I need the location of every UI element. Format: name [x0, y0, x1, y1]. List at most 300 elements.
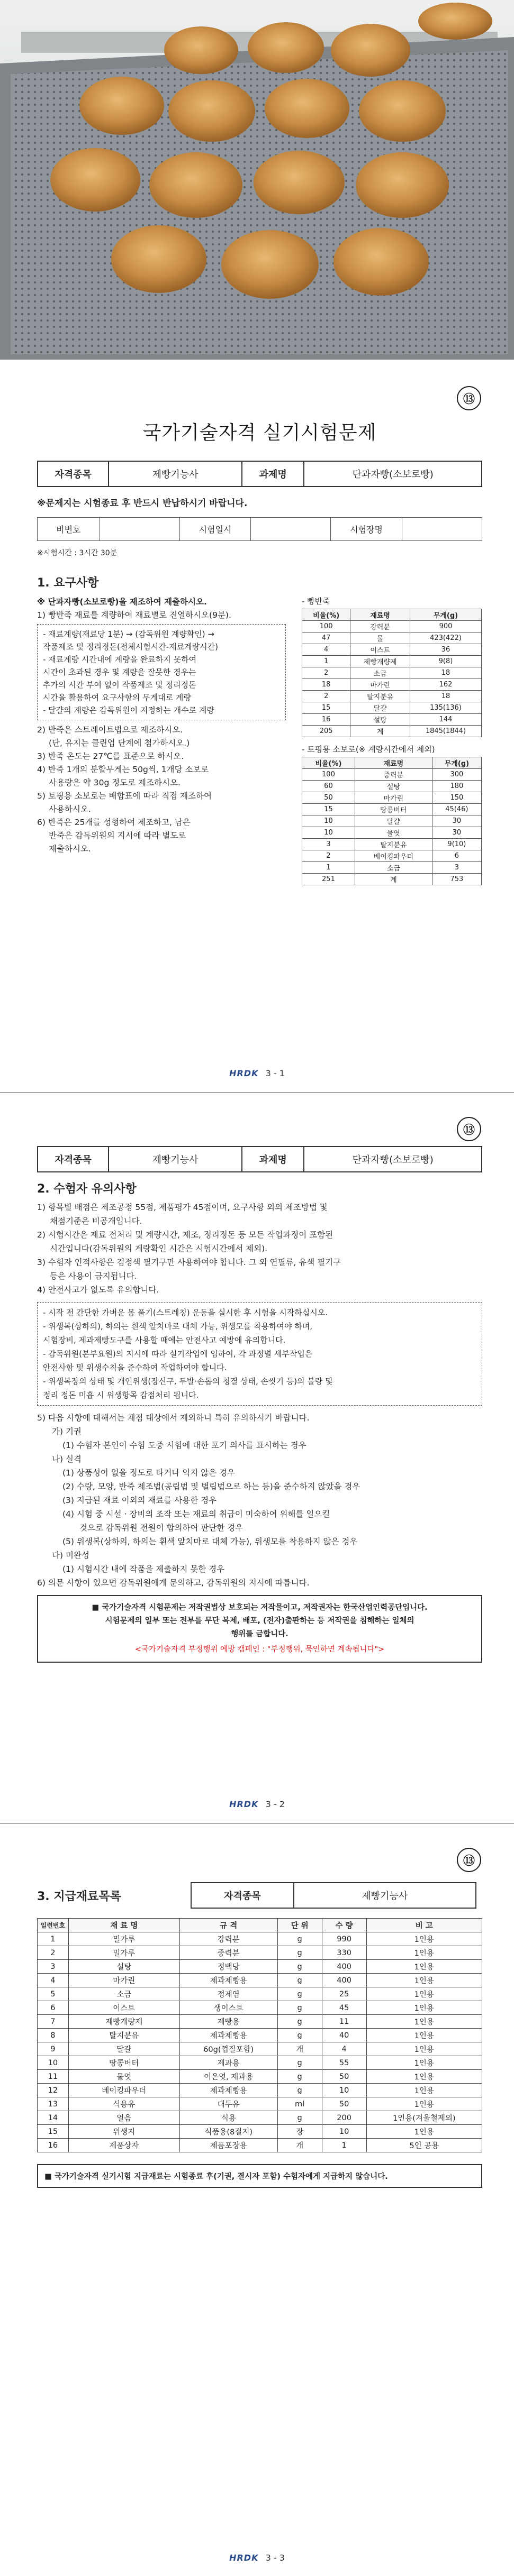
- table-cell: 10: [322, 2084, 366, 2097]
- table-cell: 423(422): [410, 632, 481, 644]
- table-cell: 대두유: [179, 2097, 277, 2111]
- caution-item: 6) 의문 사항이 있으면 감독위원에게 문의하고, 감독위원의 지시에 따릅니다.: [37, 1578, 310, 1588]
- col-header: 재료명: [355, 757, 432, 769]
- table-cell: 개: [277, 2139, 322, 2152]
- table-cell: 밀가루: [68, 1946, 179, 1960]
- col-header: 비율(%): [302, 757, 355, 769]
- caution-item: (1) 시험시간 내에 작품을 제출하지 못한 경우: [62, 1564, 225, 1574]
- table-cell: 1인용: [366, 2097, 482, 2111]
- disqualification-list: [37, 1411, 482, 1590]
- table-cell: 150: [432, 792, 481, 804]
- table-cell: 이스트: [350, 644, 410, 656]
- table-cell: 50: [322, 2097, 366, 2111]
- dash-line: - 위생복(상하의), 하의는 흰색 앞치마로 대체 가능, 위생모를 착용하여야 하며,: [43, 1322, 313, 1331]
- table-cell: 1인용: [366, 1987, 482, 2001]
- table-cell: 205: [302, 726, 350, 737]
- dough-row: [302, 726, 482, 737]
- task-label: 과제명: [242, 461, 304, 487]
- table-cell: 1인용: [366, 2056, 482, 2070]
- col-header: 비율(%): [302, 609, 350, 621]
- table-cell: 1인용: [366, 1974, 482, 1987]
- dough-row: [302, 714, 482, 726]
- table-cell: 정백당: [179, 1960, 277, 1974]
- field-label: 자격종목: [191, 1883, 294, 1908]
- table-cell: g: [277, 1960, 322, 1974]
- col-header: 수 량: [322, 1919, 366, 1932]
- table-cell: 마가린: [68, 1974, 179, 1987]
- date-label: 시험일시: [179, 518, 250, 541]
- table-cell: 강력분: [350, 621, 410, 632]
- table-cell: g: [277, 1946, 322, 1960]
- copyright-line: ■ 국가기술자격 시험문제는 저작권법상 보호되는 저작물이고, 저작권자는 한국산업인력공단입니다.: [92, 1603, 428, 1612]
- table-cell: 12: [38, 2084, 69, 2097]
- table-cell: 마가린: [350, 679, 410, 691]
- table-cell: 162: [410, 679, 481, 691]
- table-cell: 1: [322, 2139, 366, 2152]
- section-title-requirements: 1. 요구사항: [37, 576, 99, 590]
- soboro-bread-image: [0, 0, 514, 360]
- table-cell: 5: [38, 1987, 69, 2001]
- dough-formula-table: [302, 609, 482, 737]
- topping-row: [302, 850, 482, 862]
- table-cell: 달걀: [68, 2042, 179, 2056]
- caution-item: 나) 실격: [52, 1454, 82, 1464]
- table-cell: 47: [302, 632, 350, 644]
- table-cell: 14: [38, 2111, 69, 2125]
- table-cell: 990: [322, 1932, 366, 1946]
- table-cell: 제과제빵용: [179, 2084, 277, 2097]
- table-cell: 제빵개량제: [350, 656, 410, 667]
- page-footer: [0, 1799, 514, 1809]
- materials-field-table: [191, 1882, 476, 1909]
- table-cell: 10: [302, 815, 355, 827]
- table-cell: g: [277, 2029, 322, 2042]
- field-label: 자격종목: [38, 461, 109, 487]
- page-number-badge: ⑬: [457, 1848, 481, 1872]
- field-value: 제빵기능사: [109, 1147, 242, 1172]
- exam-time: ※시험시간 : 3시간 30분: [37, 549, 118, 557]
- table-cell: 이스트: [68, 2001, 179, 2015]
- section-title-materials: 3. 지급재료목록: [37, 1890, 121, 1903]
- table-cell: 330: [322, 1946, 366, 1960]
- req-item: 4) 반죽 1개의 분할무게는 50g씩, 1개당 소보로: [37, 765, 209, 774]
- dash-line: 시간을 활용하여 요구사항의 무게대로 계량: [43, 693, 191, 702]
- dough-row: [302, 644, 482, 656]
- table-row: [38, 2042, 482, 2056]
- table-cell: 6: [432, 850, 481, 862]
- table-cell: 15: [302, 804, 355, 815]
- table-cell: 정제염: [179, 1987, 277, 2001]
- table-cell: 1인용: [366, 2042, 482, 2056]
- copyright-line: 시험문제의 일부 또는 전부를 무단 복제, 배포, (전자)출판하는 등 저작권을 침해하는 일체의: [105, 1617, 414, 1625]
- dash-line: - 달걀의 계량은 감독위원이 지정하는 개수로 계량: [43, 705, 214, 715]
- table-cell: 9(10): [432, 839, 481, 850]
- dash-line: 작품제조 및 정리정돈(전체시험시간-재료계량시간): [43, 642, 218, 652]
- table-cell: 설탕: [350, 714, 410, 726]
- table-row: [38, 1974, 482, 1987]
- place-label: 시험장명: [331, 518, 402, 541]
- table-cell: 753: [432, 874, 481, 885]
- section-title-cautions: 2. 수험자 유의사항: [37, 1182, 137, 1196]
- col-header: 규 격: [179, 1919, 277, 1932]
- col-header: 비 고: [366, 1919, 482, 1932]
- table-row: [38, 1987, 482, 2001]
- table-row: [38, 2097, 482, 2111]
- table-cell: g: [277, 1987, 322, 2001]
- dash-line: 시험장비, 제과제빵도구를 사용할 때에는 안전사고 예방에 유의합니다.: [43, 1335, 286, 1345]
- dash-line: 정리 정돈 미흡 시 위생항목 감점처리 됩니다.: [43, 1390, 199, 1400]
- materials-note: ■ 국가기술자격 실기시험 지급재료는 시험종료 후(기권, 결시자 포함) 수험자에게 지급하지 않습니다.: [44, 2172, 388, 2181]
- topping-row: [302, 862, 482, 874]
- table-cell: 3: [302, 839, 355, 850]
- table-cell: 1: [302, 862, 355, 874]
- topping-row: [302, 781, 482, 792]
- topping-rows: [302, 769, 482, 885]
- field-value: 제빵기능사: [109, 461, 242, 487]
- caution-item: 등은 사용이 금지됩니다.: [50, 1271, 137, 1281]
- page-1: [0, 360, 514, 1092]
- table-cell: g: [277, 2001, 322, 2015]
- table-cell: 4: [302, 644, 350, 656]
- caution-item: (5) 위생복(상하의, 하의는 흰색 앞치마로 대체 가능), 위생모를 착용하지 않은 경우: [62, 1537, 358, 1546]
- col-header: 재료명: [350, 609, 410, 621]
- col-header: 단 위: [277, 1919, 322, 1932]
- table-cell: 135(136): [410, 702, 481, 714]
- dough-row: [302, 667, 482, 679]
- dash-line: 시간이 초과된 경우 및 계량을 잘못한 경우는: [43, 667, 196, 677]
- return-notice: ※문제지는 시험종료 후 반드시 반납하시기 바랍니다.: [37, 498, 248, 509]
- caution-item: (1) 수험자 본인이 수험 도중 시험에 대한 포기 의사를 표시하는 경우: [62, 1441, 306, 1450]
- table-cell: 베이킹파우더: [68, 2084, 179, 2097]
- table-cell: 1인용: [366, 2084, 482, 2097]
- table-cell: 4: [322, 2042, 366, 2056]
- place-value: [402, 518, 482, 541]
- table-cell: 달걀: [350, 702, 410, 714]
- table-cell: 소금: [68, 1987, 179, 2001]
- caution-item: 1) 항목별 배점은 제조공정 55점, 제품평가 45점이며, 요구사항 외의 제조방법 및: [37, 1203, 328, 1212]
- table-cell: 18: [302, 679, 350, 691]
- table-cell: 탈지분유: [68, 2029, 179, 2042]
- table-cell: 60: [302, 781, 355, 792]
- caution-item: (3) 지급된 재료 이외의 재료를 사용한 경우: [62, 1496, 217, 1505]
- table-cell: g: [277, 2084, 322, 2097]
- table-cell: 식용: [179, 2111, 277, 2125]
- table-cell: 1인용: [366, 1960, 482, 1974]
- table-cell: 8: [38, 2029, 69, 2042]
- col-header: 재 료 명: [68, 1919, 179, 1932]
- table-cell: 50: [322, 2070, 366, 2084]
- caution-item: (2) 수량, 모양, 반죽 제조법(공립법 및 별립법으로 하는 등)을 준수하지 않았을 경우: [62, 1482, 360, 1491]
- table-cell: 소금: [355, 862, 432, 874]
- header-table: [37, 1146, 482, 1172]
- table-cell: ml: [277, 2097, 322, 2111]
- table-cell: 1인용: [366, 2015, 482, 2029]
- table-cell: 40: [322, 2029, 366, 2042]
- topping-row: [302, 874, 482, 885]
- table-cell: 소금: [350, 667, 410, 679]
- table-cell: 장: [277, 2125, 322, 2139]
- table-row: [38, 2084, 482, 2097]
- table-cell: 설탕: [355, 781, 432, 792]
- page-footer: [0, 2553, 514, 2563]
- table-cell: 1인용: [366, 2125, 482, 2139]
- materials-table: [37, 1918, 482, 2152]
- table-cell: 100: [302, 621, 350, 632]
- table-cell: 9: [38, 2042, 69, 2056]
- table-cell: 계: [355, 874, 432, 885]
- page-indicator: 3 - 2: [265, 1799, 285, 1809]
- table-row: [38, 2015, 482, 2029]
- table-cell: 36: [410, 644, 481, 656]
- topping-formula-table: [302, 757, 482, 885]
- table-cell: 180: [432, 781, 481, 792]
- dough-row: [302, 691, 482, 702]
- dash-line: - 재료계량 시간내에 계량을 완료하지 못하여: [43, 655, 197, 664]
- dough-caption: - 빵반죽: [302, 597, 330, 606]
- topping-row: [302, 827, 482, 839]
- caution-item: 채점기준은 비공개입니다.: [50, 1216, 142, 1226]
- bread-photo: [0, 0, 514, 360]
- table-cell: 45(46): [432, 804, 481, 815]
- table-cell: 제빵용: [179, 2015, 277, 2029]
- page-footer: [0, 1068, 514, 1078]
- page-number-badge: ⑬: [457, 386, 481, 410]
- campaign-warning: <국가기술자격 부정행위 예방 캠페인 : "부정행위, 묵인하면 계속됩니다">: [134, 1645, 385, 1654]
- table-row: [38, 2056, 482, 2070]
- table-cell: 15: [38, 2125, 69, 2139]
- dash-line: 안전사항 및 위생수칙을 준수하여 작업하여야 합니다.: [43, 1363, 227, 1372]
- table-cell: 30: [432, 827, 481, 839]
- table-cell: 6: [38, 2001, 69, 2015]
- table-cell: g: [277, 1974, 322, 1987]
- caution-item: 것으로 감독위원 전원이 합의하여 판단한 경우: [79, 1523, 244, 1533]
- table-cell: 1845(1844): [410, 726, 481, 737]
- topping-caption: - 토핑용 소보로(※ 계량시간에서 제외): [302, 745, 435, 754]
- table-cell: 마가린: [355, 792, 432, 804]
- req-item-1: 1) 빵반죽 재료를 계량하여 재료별로 진열하시오(9분).: [37, 610, 231, 620]
- hrdk-logo: HRDK: [229, 1068, 259, 1078]
- caution-item: (4) 시험 중 시설 · 장비의 조작 또는 재료의 취급이 미숙하여 위해를 일으킬: [62, 1509, 330, 1519]
- dough-row: [302, 679, 482, 691]
- page-indicator: 3 - 1: [265, 1068, 285, 1078]
- req-item: 2) 반죽은 스트레이트법으로 제조하시오.: [37, 725, 183, 735]
- copyright-box: [37, 1595, 482, 1663]
- table-cell: 제품포장용: [179, 2139, 277, 2152]
- dash-line: - 위생복장의 상태 및 개인위생(장신구, 두발·손톱의 청결 상태, 손씻기 등)의 불량 및: [43, 1377, 333, 1386]
- req-item: 사용하시오.: [49, 804, 91, 814]
- table-cell: 10: [322, 2125, 366, 2139]
- table-cell: 계: [350, 726, 410, 737]
- table-cell: g: [277, 2015, 322, 2029]
- table-cell: 5인 공용: [366, 2139, 482, 2152]
- table-cell: 3: [432, 862, 481, 874]
- table-cell: 강력분: [179, 1932, 277, 1946]
- dash-line: - 감독위원(본부요원)의 지시에 따라 실기작업에 임하여, 각 과정별 세부작업은: [43, 1349, 313, 1359]
- table-cell: g: [277, 2111, 322, 2125]
- table-cell: 땅콩버터: [68, 2056, 179, 2070]
- req-item: (단, 유지는 클린업 단계에 첨가하시오.): [49, 738, 190, 748]
- table-cell: 11: [38, 2070, 69, 2084]
- date-value: [251, 518, 331, 541]
- table-cell: 18: [410, 691, 481, 702]
- table-cell: 7: [38, 2015, 69, 2029]
- req-intro: ※ 단과자빵(소보로빵)을 제조하여 제출하시오.: [37, 597, 207, 607]
- table-cell: 2: [302, 691, 350, 702]
- table-cell: g: [277, 1932, 322, 1946]
- materials-note-box: [37, 2164, 482, 2188]
- table-cell: 중력분: [355, 769, 432, 781]
- table-cell: 베이킹파우더: [355, 850, 432, 862]
- table-row: [38, 2125, 482, 2139]
- hrdk-logo: HRDK: [229, 2553, 259, 2563]
- table-cell: 25: [322, 1987, 366, 2001]
- table-cell: 50: [302, 792, 355, 804]
- dough-rows: [302, 621, 482, 737]
- req-item: 3) 반죽 온도는 27℃를 표준으로 하시오.: [37, 751, 184, 761]
- table-cell: 9(8): [410, 656, 481, 667]
- dash-line: - 재료계량(재료당 1분) → (감독위원 계량확인) →: [43, 629, 214, 639]
- table-cell: g: [277, 2056, 322, 2070]
- field-value: 제빵기능사: [294, 1883, 476, 1908]
- req-item: 제출하시오.: [49, 844, 91, 854]
- copyright-line: 행위를 금합니다.: [231, 1630, 288, 1638]
- table-cell: 제과용: [179, 2056, 277, 2070]
- caution-item: (1) 상품성이 없을 정도로 타거나 익지 않은 경우: [62, 1468, 235, 1478]
- table-cell: 30: [432, 815, 481, 827]
- caution-item: 2) 시험시간은 재료 전처리 및 계량시간, 제조, 정리정돈 등 모든 작업과정이 포함된: [37, 1230, 333, 1240]
- table-cell: 15: [302, 702, 350, 714]
- weighing-notice-box: [37, 624, 286, 720]
- table-cell: 1인용(겨울철제외): [366, 2111, 482, 2125]
- table-cell: 100: [302, 769, 355, 781]
- caution-item: 3) 수험자 인적사항은 검정색 필기구만 사용하여야 합니다. 그 외 연필류, 유색 필기구: [37, 1258, 341, 1267]
- page-indicator: 3 - 3: [265, 2553, 285, 2563]
- table-cell: 1인용: [366, 1932, 482, 1946]
- caution-item: 시간입니다(감독위원의 계량확인 시간은 시험시간에서 제외).: [50, 1244, 268, 1253]
- req-item: 사용량은 약 30g 정도로 제조하시오.: [49, 778, 181, 787]
- table-cell: 900: [410, 621, 481, 632]
- table-cell: 16: [38, 2139, 69, 2152]
- topping-row: [302, 804, 482, 815]
- safety-notice-box: [37, 1302, 482, 1406]
- field-label: 자격종목: [38, 1147, 109, 1172]
- table-cell: 땅콩버터: [355, 804, 432, 815]
- req-item: 5) 토핑용 소보로는 배합표에 따라 직접 제조하여: [37, 791, 212, 801]
- caution-item: 다) 미완성: [52, 1551, 89, 1560]
- table-row: [38, 1932, 482, 1946]
- table-row: [38, 2029, 482, 2042]
- table-cell: 300: [432, 769, 481, 781]
- dough-row: [302, 632, 482, 644]
- table-cell: 물: [350, 632, 410, 644]
- table-cell: 생이스트: [179, 2001, 277, 2015]
- table-cell: 10: [38, 2056, 69, 2070]
- col-header: 무게(g): [410, 609, 481, 621]
- table-cell: 달걀: [355, 815, 432, 827]
- table-cell: 10: [302, 827, 355, 839]
- page-3: [0, 1824, 514, 2576]
- table-cell: 13: [38, 2097, 69, 2111]
- table-cell: 400: [322, 1960, 366, 1974]
- table-cell: 제품상자: [68, 2139, 179, 2152]
- table-cell: 3: [38, 1960, 69, 1974]
- dough-row: [302, 656, 482, 667]
- table-cell: 제과제빵용: [179, 2029, 277, 2042]
- req-item: 6) 반죽은 25개를 성형하여 제조하고, 남은: [37, 818, 191, 827]
- table-row: [38, 1960, 482, 1974]
- topping-row: [302, 769, 482, 781]
- table-cell: 1인용: [366, 2029, 482, 2042]
- table-cell: 2: [302, 667, 350, 679]
- page-number-badge: ⑬: [457, 1117, 481, 1141]
- task-value: 단과자빵(소보로빵): [304, 1147, 482, 1172]
- table-row: [38, 2139, 482, 2152]
- task-value: 단과자빵(소보로빵): [304, 461, 482, 487]
- topping-row: [302, 792, 482, 804]
- table-cell: g: [277, 2070, 322, 2084]
- exam-info-table: [37, 517, 482, 541]
- page-title: 국가기술자격 실기시험문제: [142, 422, 377, 444]
- materials-rows: [38, 1932, 482, 2152]
- dash-line: 추가의 시간 부여 없이 작품제조 및 정리정돈: [43, 680, 196, 690]
- table-cell: 55: [322, 2056, 366, 2070]
- table-cell: 144: [410, 714, 481, 726]
- caution-item: 가) 기권: [52, 1427, 82, 1436]
- table-row: [38, 2111, 482, 2125]
- col-header: 무게(g): [432, 757, 481, 769]
- table-cell: 이온엿, 제과용: [179, 2070, 277, 2084]
- topping-row: [302, 839, 482, 850]
- page-2: [0, 1093, 514, 1823]
- table-cell: 1: [38, 1932, 69, 1946]
- table-cell: 400: [322, 1974, 366, 1987]
- table-cell: 1인용: [366, 2001, 482, 2015]
- table-cell: 밀가루: [68, 1932, 179, 1946]
- table-cell: 200: [322, 2111, 366, 2125]
- dash-line: - 시작 전 간단한 가벼운 몸 풀기(스트레칭) 운동을 실시한 후 시험을 시작하십시오.: [43, 1308, 328, 1317]
- table-cell: 얼음: [68, 2111, 179, 2125]
- table-cell: 식품용(8절지): [179, 2125, 277, 2139]
- table-cell: 물엿: [355, 827, 432, 839]
- task-label: 과제명: [242, 1147, 304, 1172]
- caution-item: 4) 안전사고가 없도록 유의합니다.: [37, 1285, 159, 1295]
- table-cell: 제빵개량제: [68, 2015, 179, 2029]
- table-cell: 물엿: [68, 2070, 179, 2084]
- table-cell: 2: [38, 1946, 69, 1960]
- dough-row: [302, 702, 482, 714]
- table-cell: 개: [277, 2042, 322, 2056]
- num-label: 비번호: [38, 518, 100, 541]
- caution-item: 5) 다음 사항에 대해서는 채점 대상에서 제외하니 특히 유의하시기 바랍니다.: [37, 1413, 310, 1423]
- topping-row: [302, 815, 482, 827]
- table-cell: 18: [410, 667, 481, 679]
- table-cell: 탈지분유: [350, 691, 410, 702]
- table-cell: 탈지분유: [355, 839, 432, 850]
- num-value: [100, 518, 179, 541]
- table-cell: 2: [302, 850, 355, 862]
- table-row: [38, 2070, 482, 2084]
- col-header: 일련번호: [38, 1919, 69, 1932]
- table-cell: 중력분: [179, 1946, 277, 1960]
- table-cell: 식용유: [68, 2097, 179, 2111]
- table-cell: 1인용: [366, 1946, 482, 1960]
- table-cell: 1인용: [366, 2070, 482, 2084]
- table-cell: 제과제빵용: [179, 1974, 277, 1987]
- table-cell: 16: [302, 714, 350, 726]
- table-cell: 60g(껍질포함): [179, 2042, 277, 2056]
- header-table: [37, 461, 482, 487]
- hrdk-logo: HRDK: [229, 1799, 259, 1809]
